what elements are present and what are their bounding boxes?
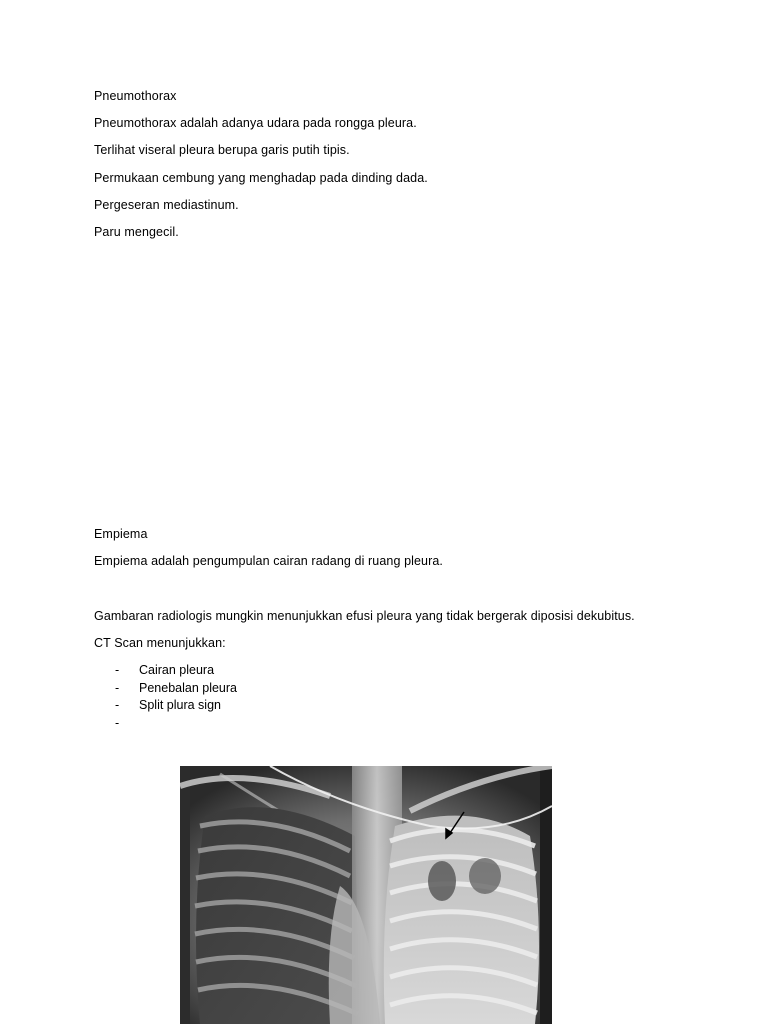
pneumothorax-line-5: Paru mengecil. bbox=[94, 225, 179, 239]
pneumothorax-line-1: Pneumothorax adalah adanya udara pada rongga pleura. bbox=[94, 116, 417, 130]
chest-xray-image bbox=[180, 766, 552, 1024]
bullet-item-3: Split plura sign bbox=[139, 698, 221, 712]
pneumothorax-line-3: Permukaan cembung yang menghadap pada dinding dada. bbox=[94, 171, 428, 185]
bullet-marker: - bbox=[115, 681, 120, 695]
bullet-marker: - bbox=[115, 698, 120, 712]
bullet-item-1: Cairan pleura bbox=[139, 663, 215, 677]
empiema-definition: Empiema adalah pengumpulan cairan radang di ruang pleura. bbox=[94, 554, 443, 568]
pneumothorax-heading: Pneumothorax bbox=[94, 89, 177, 103]
bullet-marker: - bbox=[115, 663, 120, 677]
empiema-radiology: Gambaran radiologis mungkin menunjukkan efusi pleura yang tidak bergerak diposisi dekubitus. bbox=[94, 609, 635, 623]
pneumothorax-line-2: Terlihat viseral pleura berupa garis putih tipis. bbox=[94, 143, 350, 157]
empiema-heading: Empiema bbox=[94, 527, 148, 541]
pneumothorax-line-4: Pergeseran mediastinum. bbox=[94, 198, 239, 212]
ct-scan-intro: CT Scan menunjukkan: bbox=[94, 636, 226, 650]
chest-xray-icon bbox=[180, 766, 552, 1024]
bullet-marker: - bbox=[115, 716, 120, 730]
bullet-item-2: Penebalan pleura bbox=[139, 681, 237, 695]
